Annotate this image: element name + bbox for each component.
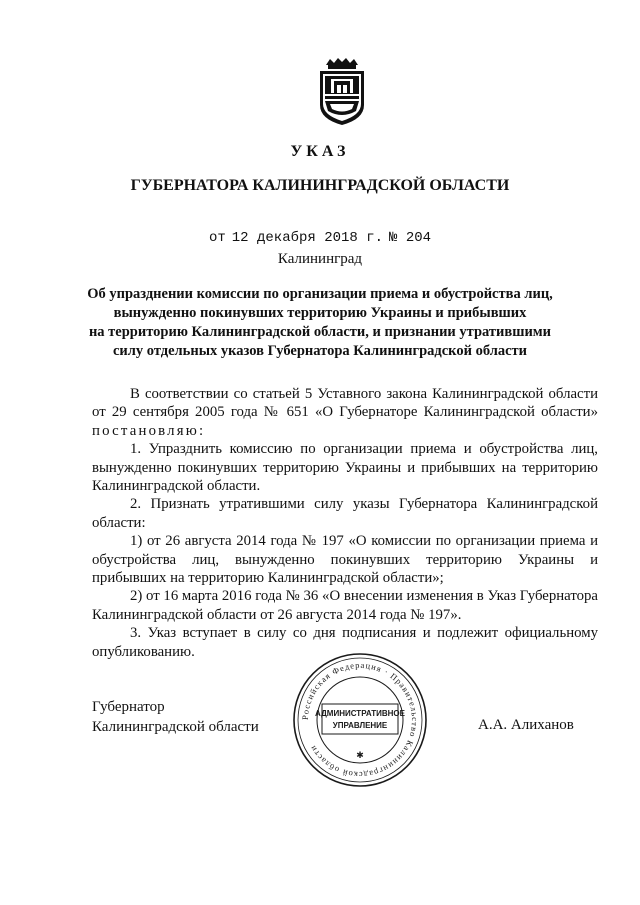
clause-2-subitem-1: 1) от 26 августа 2014 года № 197 «О комиссии по организации приема и обустройства лиц, вынужденно покинувших территорию Украины и прибывших на территорию Калининградской области»; xyxy=(92,533,598,587)
city-name: Калининград xyxy=(277,251,363,267)
clause-1: 1. Упразднить комиссию по организации приема и обустройства лиц, вынужденно покинувших территорию Украины и прибывших на территорию Калининградской области. xyxy=(92,441,598,495)
decree-subject xyxy=(60,285,580,361)
subject-line: Об упразднении комиссии по организации приема и обустройства лиц, xyxy=(87,286,553,302)
seal-center-line: УПРАВЛЕНИЕ xyxy=(332,721,388,730)
decree-body xyxy=(92,385,598,661)
signatory-position xyxy=(92,697,259,737)
decree-date: 12 декабря 2018 г. xyxy=(231,230,384,246)
date-line xyxy=(0,230,640,246)
preamble-text: В соответствии со статьей 5 Уставного закона Калининградской области от 29 сентября 2005 года № 651 «О Губернаторе Калининградской области» xyxy=(92,386,598,421)
decree-number: № 204 xyxy=(389,230,432,246)
document-subtitle: ГУБЕРНАТОРА КАЛИНИНГРАДСКОЙ ОБЛАСТИ xyxy=(130,177,510,194)
clause-2: 2. Признать утратившими силу указы Губернатора Калининградской области: xyxy=(92,496,598,531)
position-line: Калининградской области xyxy=(92,719,259,735)
official-seal-stamp xyxy=(290,650,430,790)
document-title: УКАЗ xyxy=(290,143,350,160)
subject-line: силу отдельных указов Губернатора Калининградской области xyxy=(112,343,528,359)
star-icon: ✱ xyxy=(356,751,364,761)
seal-center-line: АДМИНИСТРАТИВНОЕ xyxy=(315,709,405,718)
date-prefix: от xyxy=(208,230,226,246)
subject-line: вынужденно покинувших территорию Украины и прибывших xyxy=(113,305,527,321)
decree-word: постановляю: xyxy=(92,422,206,439)
clause-3: 3. Указ вступает в силу со дня подписания и подлежит официальному опубликованию. xyxy=(92,625,598,660)
position-line: Губернатор xyxy=(92,699,165,715)
seal-ring-text: Российская Федерация · Правительство Калининградской области xyxy=(299,659,421,781)
signatory-name: А.А. Алиханов xyxy=(478,717,574,733)
preamble-paragraph xyxy=(92,385,598,440)
clause-2-subitem-2: 2) от 16 марта 2016 года № 36 «О внесении изменения в Указ Губернатора Калининградской области от 26 августа 2014 года № 197». xyxy=(92,588,598,623)
coat-of-arms-icon xyxy=(316,55,368,127)
subject-line: на территорию Калининградской области, и признании утратившими xyxy=(88,324,552,340)
